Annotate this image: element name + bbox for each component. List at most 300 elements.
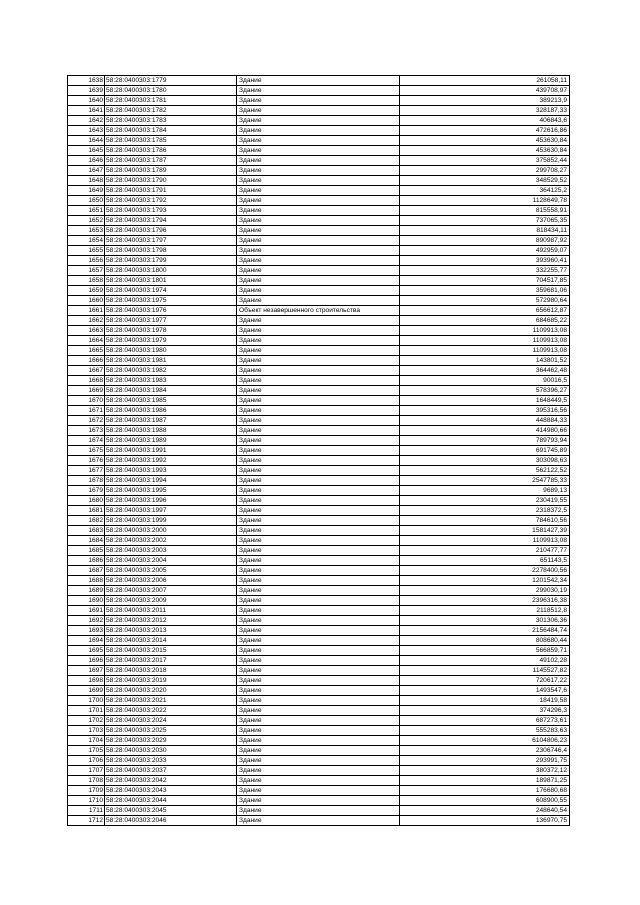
object-type-cell: Здание: [237, 526, 400, 536]
cadastral-value-cell: 359681,06: [400, 286, 570, 296]
cadastral-value-cell: 492959,07: [400, 246, 570, 256]
table-row: [68, 176, 570, 186]
object-type-cell: Здание: [237, 406, 400, 416]
table-row: [68, 376, 570, 386]
row-number-cell: 1652: [68, 216, 105, 226]
cadastral-number-cell: 58:28:0400303:2045: [105, 806, 237, 816]
table-row: [68, 606, 570, 616]
table-row: [68, 146, 570, 156]
table-row: [68, 786, 570, 796]
row-number-cell: 1711: [68, 806, 105, 816]
object-type-cell: Здание: [237, 136, 400, 146]
object-type-cell: Здание: [237, 416, 400, 426]
row-number-cell: 1674: [68, 436, 105, 446]
row-number-cell: 1700: [68, 696, 105, 706]
cadastral-value-cell: 2306746,4: [400, 746, 570, 756]
cadastral-value-cell: 374296,3: [400, 706, 570, 716]
object-type-cell: Здание: [237, 686, 400, 696]
row-number-cell: 1653: [68, 226, 105, 236]
table-row: [68, 126, 570, 136]
table-body: [68, 76, 570, 826]
table-row: [68, 416, 570, 426]
cadastral-number-cell: 58:28:0400303:1789: [105, 166, 237, 176]
object-type-cell: Здание: [237, 666, 400, 676]
cadastral-value-cell: 49102,28: [400, 656, 570, 666]
table-row: [68, 246, 570, 256]
object-type-cell: Здание: [237, 546, 400, 556]
row-number-cell: 1681: [68, 506, 105, 516]
cadastral-number-cell: 58:28:0400303:1799: [105, 256, 237, 266]
cadastral-value-cell: 261058,11: [400, 76, 570, 86]
object-type-cell: Здание: [237, 786, 400, 796]
row-number-cell: 1679: [68, 486, 105, 496]
cadastral-number-cell: 58:28:0400303:2033: [105, 756, 237, 766]
cadastral-number-cell: 58:28:0400303:1781: [105, 96, 237, 106]
row-number-cell: 1684: [68, 536, 105, 546]
cadastral-value-cell: 90016,5: [400, 376, 570, 386]
cadastral-number-cell: 58:28:0400303:2030: [105, 746, 237, 756]
cadastral-number-cell: 58:28:0400303:2021: [105, 696, 237, 706]
cadastral-value-cell: 562122,52: [400, 466, 570, 476]
table-row: [68, 496, 570, 506]
table-row: [68, 566, 570, 576]
cadastral-value-cell: 784610,56: [400, 516, 570, 526]
table-row: [68, 286, 570, 296]
table-row: [68, 586, 570, 596]
object-type-cell: Здание: [237, 726, 400, 736]
object-type-cell: Здание: [237, 76, 400, 86]
cadastral-value-cell: 720617,22: [400, 676, 570, 686]
cadastral-number-cell: 58:28:0400303:2015: [105, 646, 237, 656]
cadastral-value-cell: 9689,13: [400, 486, 570, 496]
row-number-cell: 1664: [68, 336, 105, 346]
cadastral-value-cell: 18419,58: [400, 696, 570, 706]
row-number-cell: 1672: [68, 416, 105, 426]
cadastral-number-cell: 58:28:0400303:1787: [105, 156, 237, 166]
cadastral-value-cell: 406843,6: [400, 116, 570, 126]
row-number-cell: 1658: [68, 276, 105, 286]
table-row: [68, 776, 570, 786]
cadastral-value-cell: 1109913,08: [400, 536, 570, 546]
cadastral-value-cell: 348529,52: [400, 176, 570, 186]
row-number-cell: 1650: [68, 196, 105, 206]
cadastral-value-cell: 375852,44: [400, 156, 570, 166]
cadastral-number-cell: 58:28:0400303:1993: [105, 466, 237, 476]
table-row: [68, 796, 570, 806]
table-row: [68, 396, 570, 406]
cadastral-number-cell: 58:28:0400303:1989: [105, 436, 237, 446]
cadastral-number-cell: 58:28:0400303:2025: [105, 726, 237, 736]
object-type-cell: Здание: [237, 706, 400, 716]
table-row: [68, 156, 570, 166]
cadastral-value-cell: 656612,87: [400, 306, 570, 316]
row-number-cell: 1696: [68, 656, 105, 666]
cadastral-value-cell: 393960,41: [400, 256, 570, 266]
object-type-cell: Здание: [237, 776, 400, 786]
row-number-cell: 1705: [68, 746, 105, 756]
cadastral-value-cell: 2278400,56: [400, 566, 570, 576]
object-type-cell: Здание: [237, 176, 400, 186]
table-row: [68, 256, 570, 266]
cadastral-value-cell: 2396316,38: [400, 596, 570, 606]
object-type-cell: Здание: [237, 536, 400, 546]
cadastral-value-cell: 572980,64: [400, 296, 570, 306]
row-number-cell: 1693: [68, 626, 105, 636]
cadastral-number-cell: 58:28:0400303:1796: [105, 226, 237, 236]
cadastral-number-cell: 58:28:0400303:1977: [105, 316, 237, 326]
cadastral-number-cell: 58:28:0400303:2029: [105, 736, 237, 746]
row-number-cell: 1663: [68, 326, 105, 336]
cadastral-number-cell: 58:28:0400303:2014: [105, 636, 237, 646]
table-row: [68, 656, 570, 666]
row-number-cell: 1707: [68, 766, 105, 776]
table-row: [68, 326, 570, 336]
cadastral-value-cell: 2318372,5: [400, 506, 570, 516]
row-number-cell: 1656: [68, 256, 105, 266]
object-type-cell: Здание: [237, 296, 400, 306]
object-type-cell: Здание: [237, 446, 400, 456]
cadastral-number-cell: 58:28:0400303:2005: [105, 566, 237, 576]
cadastral-value-cell: 453630,84: [400, 146, 570, 156]
row-number-cell: 1687: [68, 566, 105, 576]
row-number-cell: 1651: [68, 206, 105, 216]
cadastral-value-cell: 453630,84: [400, 136, 570, 146]
object-type-cell: Здание: [237, 496, 400, 506]
table-row: [68, 436, 570, 446]
row-number-cell: 1671: [68, 406, 105, 416]
cadastral-value-cell: 332255,77: [400, 266, 570, 276]
cadastral-value-cell: 414980,66: [400, 426, 570, 436]
cadastral-number-cell: 58:28:0400303:1780: [105, 86, 237, 96]
object-type-cell: Здание: [237, 96, 400, 106]
row-number-cell: 1698: [68, 676, 105, 686]
cadastral-value-cell: 143801,52: [400, 356, 570, 366]
cadastral-value-cell: 328187,33: [400, 106, 570, 116]
cadastral-value-cell: 301306,36: [400, 616, 570, 626]
object-type-cell: Здание: [237, 516, 400, 526]
table-row: [68, 546, 570, 556]
table-row: [68, 426, 570, 436]
cadastral-value-table: [67, 75, 570, 826]
cadastral-value-cell: 299030,19: [400, 586, 570, 596]
cadastral-number-cell: 58:28:0400303:1784: [105, 126, 237, 136]
row-number-cell: 1638: [68, 76, 105, 86]
row-number-cell: 1680: [68, 496, 105, 506]
row-number-cell: 1665: [68, 346, 105, 356]
object-type-cell: Здание: [237, 366, 400, 376]
cadastral-value-cell: 248640,54: [400, 806, 570, 816]
object-type-cell: Здание: [237, 166, 400, 176]
row-number-cell: 1643: [68, 126, 105, 136]
cadastral-value-cell: 737065,35: [400, 216, 570, 226]
table-row: [68, 216, 570, 226]
cadastral-value-cell: 1109913,08: [400, 326, 570, 336]
table-row: [68, 266, 570, 276]
cadastral-value-cell: 1109913,08: [400, 336, 570, 346]
row-number-cell: 1649: [68, 186, 105, 196]
row-number-cell: 1675: [68, 446, 105, 456]
cadastral-number-cell: 58:28:0400303:2037: [105, 766, 237, 776]
object-type-cell: Здание: [237, 736, 400, 746]
cadastral-number-cell: 58:28:0400303:1786: [105, 146, 237, 156]
row-number-cell: 1657: [68, 266, 105, 276]
cadastral-number-cell: 58:28:0400303:1997: [105, 506, 237, 516]
table-row: [68, 306, 570, 316]
cadastral-number-cell: 58:28:0400303:1984: [105, 386, 237, 396]
cadastral-number-cell: 58:28:0400303:1800: [105, 266, 237, 276]
cadastral-number-cell: 58:28:0400303:1991: [105, 446, 237, 456]
cadastral-number-cell: 58:28:0400303:2043: [105, 786, 237, 796]
object-type-cell: Здание: [237, 486, 400, 496]
cadastral-number-cell: 58:28:0400303:1793: [105, 206, 237, 216]
table-row: [68, 666, 570, 676]
table-row: [68, 366, 570, 376]
table-row: [68, 526, 570, 536]
object-type-cell: Здание: [237, 336, 400, 346]
cadastral-value-cell: 1648449,5: [400, 396, 570, 406]
row-number-cell: 1660: [68, 296, 105, 306]
table-row: [68, 186, 570, 196]
table-row: [68, 596, 570, 606]
cadastral-value-cell: 472616,86: [400, 126, 570, 136]
table-row: [68, 506, 570, 516]
row-number-cell: 1668: [68, 376, 105, 386]
cadastral-number-cell: 58:28:0400303:1985: [105, 396, 237, 406]
cadastral-value-cell: 210477,77: [400, 546, 570, 556]
object-type-cell: Здание: [237, 386, 400, 396]
object-type-cell: Здание: [237, 796, 400, 806]
row-number-cell: 1704: [68, 736, 105, 746]
cadastral-number-cell: 58:28:0400303:2019: [105, 676, 237, 686]
object-type-cell: Здание: [237, 316, 400, 326]
object-type-cell: Здание: [237, 586, 400, 596]
object-type-cell: Здание: [237, 246, 400, 256]
cadastral-number-cell: 58:28:0400303:2046: [105, 816, 237, 826]
object-type-cell: Здание: [237, 606, 400, 616]
row-number-cell: 1708: [68, 776, 105, 786]
table-row: [68, 646, 570, 656]
table-row: [68, 276, 570, 286]
table-row: [68, 76, 570, 86]
cadastral-number-cell: 58:28:0400303:2000: [105, 526, 237, 536]
cadastral-number-cell: 58:28:0400303:1986: [105, 406, 237, 416]
object-type-cell: Здание: [237, 816, 400, 826]
object-type-cell: Здание: [237, 556, 400, 566]
table-row: [68, 816, 570, 826]
cadastral-number-cell: 58:28:0400303:1983: [105, 376, 237, 386]
cadastral-value-cell: 818434,11: [400, 226, 570, 236]
row-number-cell: 1645: [68, 146, 105, 156]
cadastral-number-cell: 58:28:0400303:1981: [105, 356, 237, 366]
cadastral-value-cell: 815558,91: [400, 206, 570, 216]
row-number-cell: 1699: [68, 686, 105, 696]
cadastral-value-cell: 687273,61: [400, 716, 570, 726]
cadastral-number-cell: 58:28:0400303:1999: [105, 516, 237, 526]
table-row: [68, 466, 570, 476]
object-type-cell: Здание: [237, 766, 400, 776]
cadastral-number-cell: 58:28:0400303:1791: [105, 186, 237, 196]
cadastral-number-cell: 58:28:0400303:2009: [105, 596, 237, 606]
cadastral-number-cell: 58:28:0400303:1790: [105, 176, 237, 186]
table-row: [68, 806, 570, 816]
cadastral-number-cell: 58:28:0400303:2003: [105, 546, 237, 556]
row-number-cell: 1692: [68, 616, 105, 626]
row-number-cell: 1709: [68, 786, 105, 796]
cadastral-number-cell: 58:28:0400303:1783: [105, 116, 237, 126]
cadastral-value-cell: 299708,27: [400, 166, 570, 176]
row-number-cell: 1661: [68, 306, 105, 316]
object-type-cell: Здание: [237, 756, 400, 766]
row-number-cell: 1655: [68, 246, 105, 256]
object-type-cell: Здание: [237, 806, 400, 816]
object-type-cell: Здание: [237, 116, 400, 126]
table-row: [68, 136, 570, 146]
cadastral-number-cell: 58:28:0400303:1779: [105, 76, 237, 86]
table-row: [68, 766, 570, 776]
object-type-cell: Здание: [237, 426, 400, 436]
row-number-cell: 1667: [68, 366, 105, 376]
row-number-cell: 1706: [68, 756, 105, 766]
cadastral-value-cell: 608900,55: [400, 796, 570, 806]
row-number-cell: 1670: [68, 396, 105, 406]
cadastral-number-cell: 58:28:0400303:1782: [105, 106, 237, 116]
object-type-cell: Здание: [237, 146, 400, 156]
cadastral-number-cell: 58:28:0400303:1996: [105, 496, 237, 506]
cadastral-number-cell: 58:28:0400303:2020: [105, 686, 237, 696]
cadastral-value-cell: 789793,94: [400, 436, 570, 446]
cadastral-number-cell: 58:28:0400303:2002: [105, 536, 237, 546]
cadastral-value-cell: 1109913,08: [400, 346, 570, 356]
object-type-cell: Здание: [237, 236, 400, 246]
table-row: [68, 626, 570, 636]
cadastral-number-cell: 58:28:0400303:2044: [105, 796, 237, 806]
row-number-cell: 1694: [68, 636, 105, 646]
cadastral-value-cell: 439708,97: [400, 86, 570, 96]
row-number-cell: 1654: [68, 236, 105, 246]
cadastral-number-cell: 58:28:0400303:1995: [105, 486, 237, 496]
table-row: [68, 476, 570, 486]
object-type-cell: Здание: [237, 216, 400, 226]
row-number-cell: 1695: [68, 646, 105, 656]
row-number-cell: 1682: [68, 516, 105, 526]
table-row: [68, 386, 570, 396]
row-number-cell: 1683: [68, 526, 105, 536]
table-row: [68, 696, 570, 706]
cadastral-number-cell: 58:28:0400303:2011: [105, 606, 237, 616]
cadastral-number-cell: 58:28:0400303:1987: [105, 416, 237, 426]
row-number-cell: 1640: [68, 96, 105, 106]
row-number-cell: 1685: [68, 546, 105, 556]
cadastral-value-cell: 364125,2: [400, 186, 570, 196]
object-type-cell: Здание: [237, 106, 400, 116]
table-row: [68, 486, 570, 496]
cadastral-value-cell: 890987,92: [400, 236, 570, 246]
cadastral-value-cell: 448884,33: [400, 416, 570, 426]
object-type-cell: Здание: [237, 266, 400, 276]
table-row: [68, 676, 570, 686]
cadastral-number-cell: 58:28:0400303:2012: [105, 616, 237, 626]
table-row: [68, 726, 570, 736]
object-type-cell: Здание: [237, 456, 400, 466]
object-type-cell: Здание: [237, 376, 400, 386]
cadastral-value-cell: 566859,71: [400, 646, 570, 656]
row-number-cell: 1701: [68, 706, 105, 716]
row-number-cell: 1662: [68, 316, 105, 326]
cadastral-number-cell: 58:28:0400303:2042: [105, 776, 237, 786]
table-row: [68, 206, 570, 216]
table-row: [68, 346, 570, 356]
table-row: [68, 716, 570, 726]
object-type-cell: Здание: [237, 86, 400, 96]
table-row: [68, 686, 570, 696]
object-type-cell: Здание: [237, 326, 400, 336]
table-row: [68, 736, 570, 746]
cadastral-number-cell: 58:28:0400303:2022: [105, 706, 237, 716]
cadastral-number-cell: 58:28:0400303:1794: [105, 216, 237, 226]
object-type-cell: Здание: [237, 566, 400, 576]
row-number-cell: 1688: [68, 576, 105, 586]
table-row: [68, 516, 570, 526]
table-row: [68, 746, 570, 756]
cadastral-number-cell: 58:28:0400303:1797: [105, 236, 237, 246]
table-row: [68, 456, 570, 466]
cadastral-number-cell: 58:28:0400303:1978: [105, 326, 237, 336]
object-type-cell: Здание: [237, 576, 400, 586]
row-number-cell: 1702: [68, 716, 105, 726]
object-type-cell: Здание: [237, 676, 400, 686]
object-type-cell: Здание: [237, 256, 400, 266]
cadastral-value-cell: 704517,85: [400, 276, 570, 286]
cadastral-value-cell: 684685,22: [400, 316, 570, 326]
cadastral-number-cell: 58:28:0400303:1982: [105, 366, 237, 376]
row-number-cell: 1691: [68, 606, 105, 616]
cadastral-number-cell: 58:28:0400303:1975: [105, 296, 237, 306]
cadastral-value-cell: 176680,68: [400, 786, 570, 796]
row-number-cell: 1659: [68, 286, 105, 296]
row-number-cell: 1710: [68, 796, 105, 806]
cadastral-value-cell: 2156484,74: [400, 626, 570, 636]
table-row: [68, 166, 570, 176]
object-type-cell: Здание: [237, 596, 400, 606]
cadastral-number-cell: 58:28:0400303:1792: [105, 196, 237, 206]
row-number-cell: 1676: [68, 456, 105, 466]
object-type-cell: Здание: [237, 396, 400, 406]
row-number-cell: 1689: [68, 586, 105, 596]
cadastral-number-cell: 58:28:0400303:1980: [105, 346, 237, 356]
object-type-cell: Здание: [237, 346, 400, 356]
object-type-cell: Здание: [237, 186, 400, 196]
object-type-cell: Здание: [237, 126, 400, 136]
cadastral-value-cell: 389213,9: [400, 96, 570, 106]
cadastral-number-cell: 58:28:0400303:1798: [105, 246, 237, 256]
cadastral-number-cell: 58:28:0400303:1994: [105, 476, 237, 486]
table-row: [68, 236, 570, 246]
cadastral-value-cell: 651143,5: [400, 556, 570, 566]
row-number-cell: 1703: [68, 726, 105, 736]
object-type-cell: Здание: [237, 476, 400, 486]
row-number-cell: 1641: [68, 106, 105, 116]
table-row: [68, 106, 570, 116]
cadastral-number-cell: 58:28:0400303:1979: [105, 336, 237, 346]
table-row: [68, 706, 570, 716]
object-type-cell: Здание: [237, 156, 400, 166]
row-number-cell: 1639: [68, 86, 105, 96]
table-row: [68, 536, 570, 546]
cadastral-value-cell: 1581427,39: [400, 526, 570, 536]
object-type-cell: Здание: [237, 746, 400, 756]
table-row: [68, 86, 570, 96]
table-row: [68, 756, 570, 766]
